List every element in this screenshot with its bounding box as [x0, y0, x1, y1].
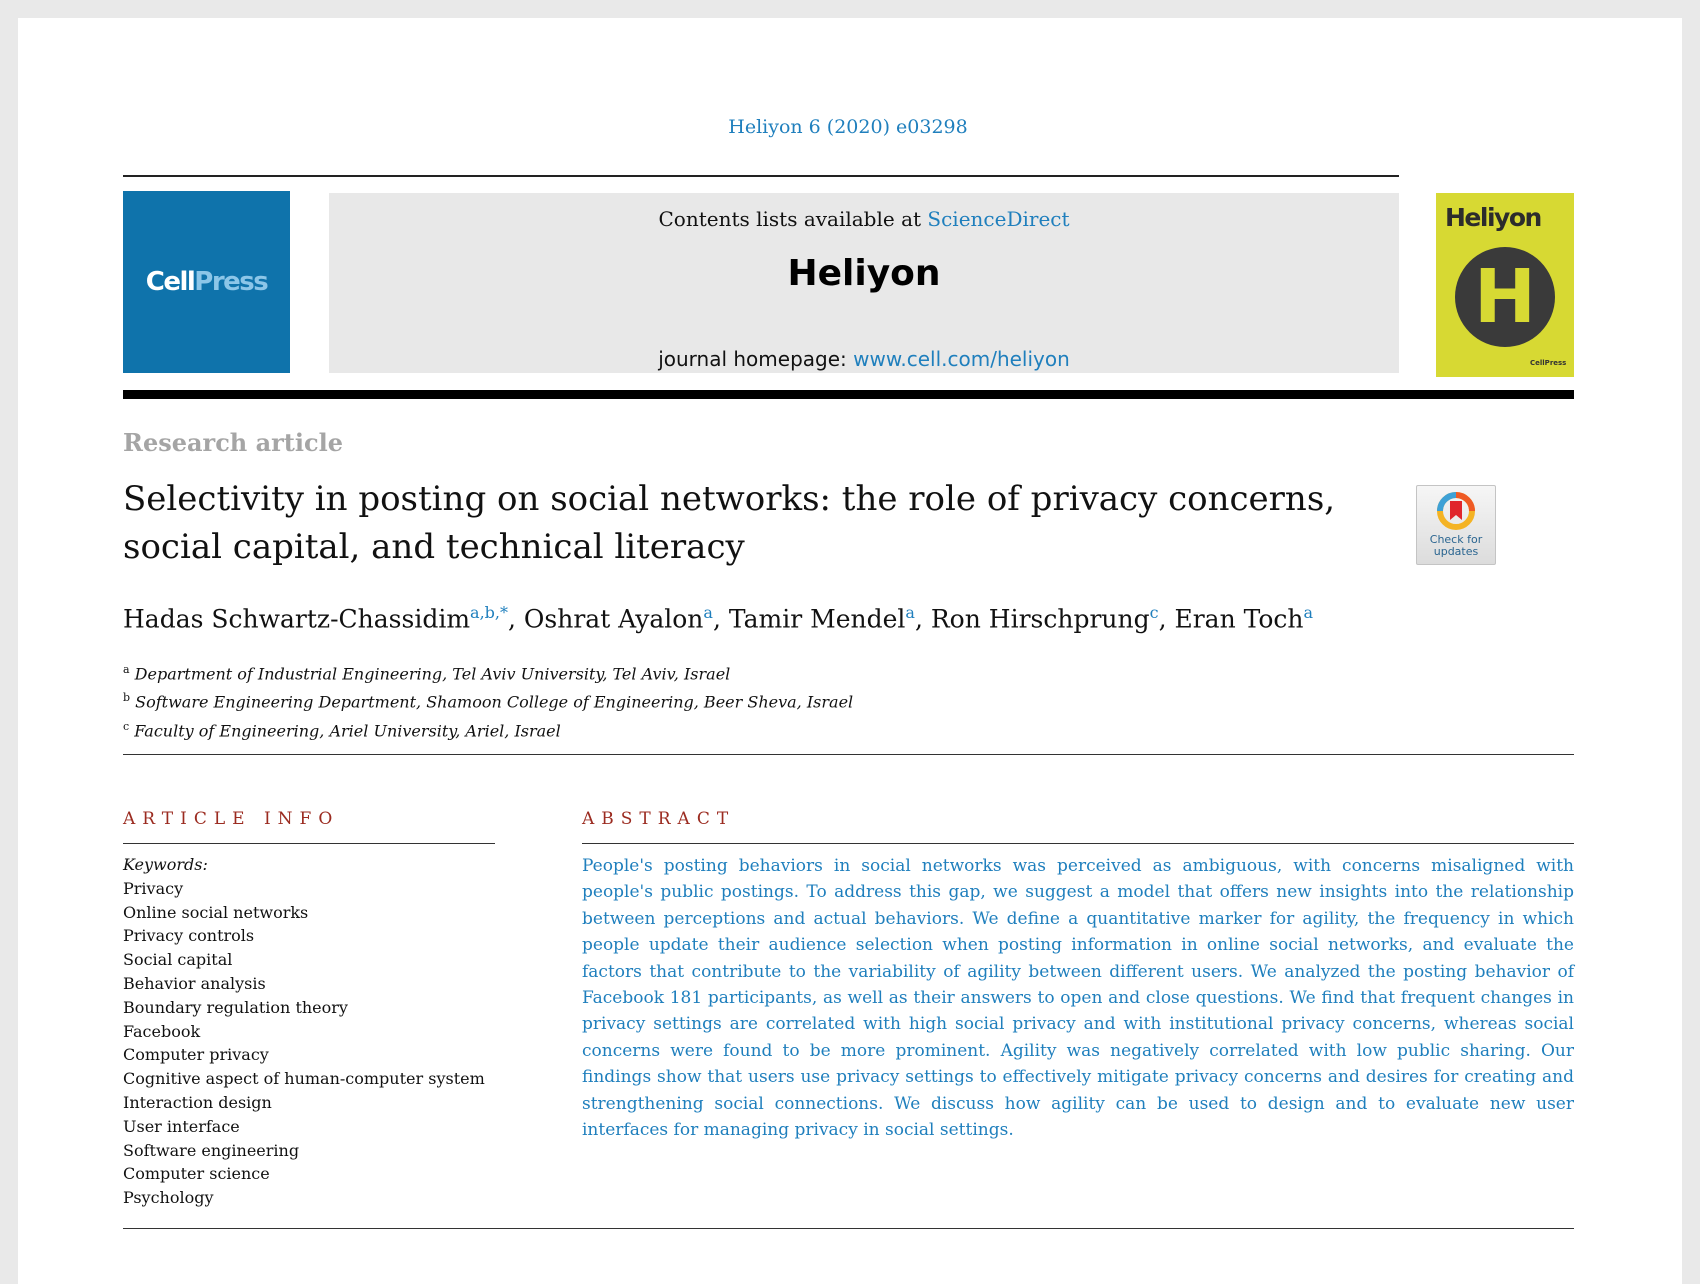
affiliation-text: Software Engineering Department, Shamoon College of Engineering, Beer Sheva, Israel	[135, 692, 854, 712]
check-for-updates-button[interactable]	[1416, 485, 1496, 565]
check-for-updates-line1: Check for	[1429, 533, 1483, 546]
author-separator: ,	[914, 604, 931, 634]
keyword-item: Interaction design	[123, 1092, 272, 1112]
article-title: Selectivity in posting on social networks: the role of privacy concerns, social capital, and technical literacy	[123, 479, 1336, 567]
author-separator: ,	[508, 604, 524, 634]
keyword-item: Privacy	[123, 878, 184, 898]
keyword-item: Facebook	[123, 1021, 201, 1041]
author-name: Ron Hirschprung	[930, 604, 1150, 634]
keyword-item: Privacy controls	[123, 926, 255, 946]
affiliation-ref-link[interactable]: a,b,*	[470, 603, 508, 622]
cellpress-logo-cell: Cell	[145, 267, 195, 297]
crossmark-icon	[1437, 492, 1475, 530]
keyword-item: Psychology	[123, 1188, 214, 1208]
keyword-item: Online social networks	[123, 902, 309, 922]
header-divider	[123, 175, 1399, 177]
abstract-divider	[582, 843, 1574, 844]
author-name: Tamir Mendel	[728, 604, 906, 634]
affiliation-list	[123, 658, 853, 743]
journal-name: Heliyon	[787, 253, 941, 294]
affiliation-ref-link[interactable]: c	[1149, 603, 1159, 622]
affiliation-mark: a	[123, 663, 130, 676]
affiliation-item	[123, 715, 853, 743]
cover-h-logo-icon: H	[1455, 247, 1555, 347]
journal-homepage-link[interactable]: www.cell.com/heliyon	[853, 347, 1070, 371]
affiliation-mark: c	[123, 719, 130, 733]
keyword-item: Social capital	[123, 950, 233, 970]
affiliation-text: Department of Industrial Engineering, Tel Aviv University, Tel Aviv, Israel	[134, 664, 731, 684]
article-info-divider	[123, 843, 495, 844]
journal-citation-link[interactable]: Heliyon 6 (2020) e03298	[728, 116, 968, 138]
keyword-item: Behavior analysis	[123, 973, 266, 993]
abstract-text: People's posting behaviors in social networks was perceived as ambiguous, with concerns misaligned with people's public postings. To address this gap, we suggest a model that offers new insights into the relationship between perceptions and actual behaviors. We define a quantitative marker for agility, the frequency in which people update their audience selection when posting information in online social networks, and evaluate the factors that contribute to the variability of agility between different users. We analyzed the posting behavior of Facebook 181 participants, as well as their answers to open and close questions. We find that frequent changes in privacy settings are correlated with high social privacy and with institutional privacy concerns, whereas social concerns were found to be more prominent. Agility was negatively correlated with low public sharing. Our findings show that users use privacy settings to effectively mitigate privacy concerns and desires for creating and strengthening social connections. We discuss how agility can be used to design and to evaluate new user interfaces for managing privacy in social settings.	[582, 856, 1574, 1141]
contents-prefix: Contents lists available at	[658, 207, 928, 231]
section-divider	[123, 754, 1574, 755]
cellpress-logo-press: Press	[194, 267, 268, 297]
abstract-heading: ABSTRACT	[582, 809, 736, 829]
contents-line	[329, 207, 1399, 231]
author-separator: ,	[712, 604, 729, 634]
affiliation-mark: b	[123, 691, 131, 705]
author-name: Hadas Schwartz-Chassidim	[123, 604, 471, 634]
affiliation-ref-link[interactable]: a	[703, 603, 713, 622]
journal-masthead	[329, 193, 1399, 373]
author-list	[123, 603, 1313, 633]
journal-cover-image[interactable]	[1436, 193, 1574, 377]
article-type: Research article	[123, 428, 344, 457]
affiliation-text: Faculty of Engineering, Ariel University, Ariel, Israel	[134, 720, 561, 740]
article-page	[18, 18, 1682, 1284]
keywords-title: Keywords:	[123, 855, 208, 874]
keyword-item: Cognitive aspect of human-computer system	[123, 1069, 485, 1089]
check-for-updates-line2: updates	[1433, 545, 1479, 558]
affiliation-ref-link[interactable]: a	[1303, 603, 1314, 622]
keywords-list	[123, 853, 485, 1210]
keyword-item: User interface	[123, 1116, 240, 1136]
author-separator: ,	[1158, 604, 1175, 634]
bottom-divider	[123, 1228, 1574, 1229]
homepage-prefix: journal homepage:	[658, 347, 854, 371]
cellpress-logo[interactable]	[123, 191, 290, 373]
cover-publisher-mark: CellPress	[1530, 359, 1567, 367]
keyword-item: Computer science	[123, 1164, 270, 1184]
affiliation-item	[123, 686, 853, 714]
affiliation-ref-link[interactable]: a	[905, 603, 915, 622]
cover-title: Heliyon	[1445, 203, 1541, 232]
author-name: Oshrat Ayalon	[523, 604, 704, 634]
sciencedirect-link[interactable]: ScienceDirect	[927, 207, 1070, 231]
check-for-updates-label	[1417, 534, 1495, 558]
masthead-thick-divider	[123, 390, 1574, 399]
article-info-heading: ARTICLE INFO	[123, 809, 340, 829]
keyword-item: Computer privacy	[123, 1045, 269, 1065]
homepage-line	[329, 347, 1399, 371]
affiliation-item	[123, 658, 853, 686]
keyword-item: Software engineering	[123, 1140, 300, 1160]
author-name: Eran Toch	[1174, 604, 1304, 634]
keyword-item: Boundary regulation theory	[123, 997, 348, 1017]
